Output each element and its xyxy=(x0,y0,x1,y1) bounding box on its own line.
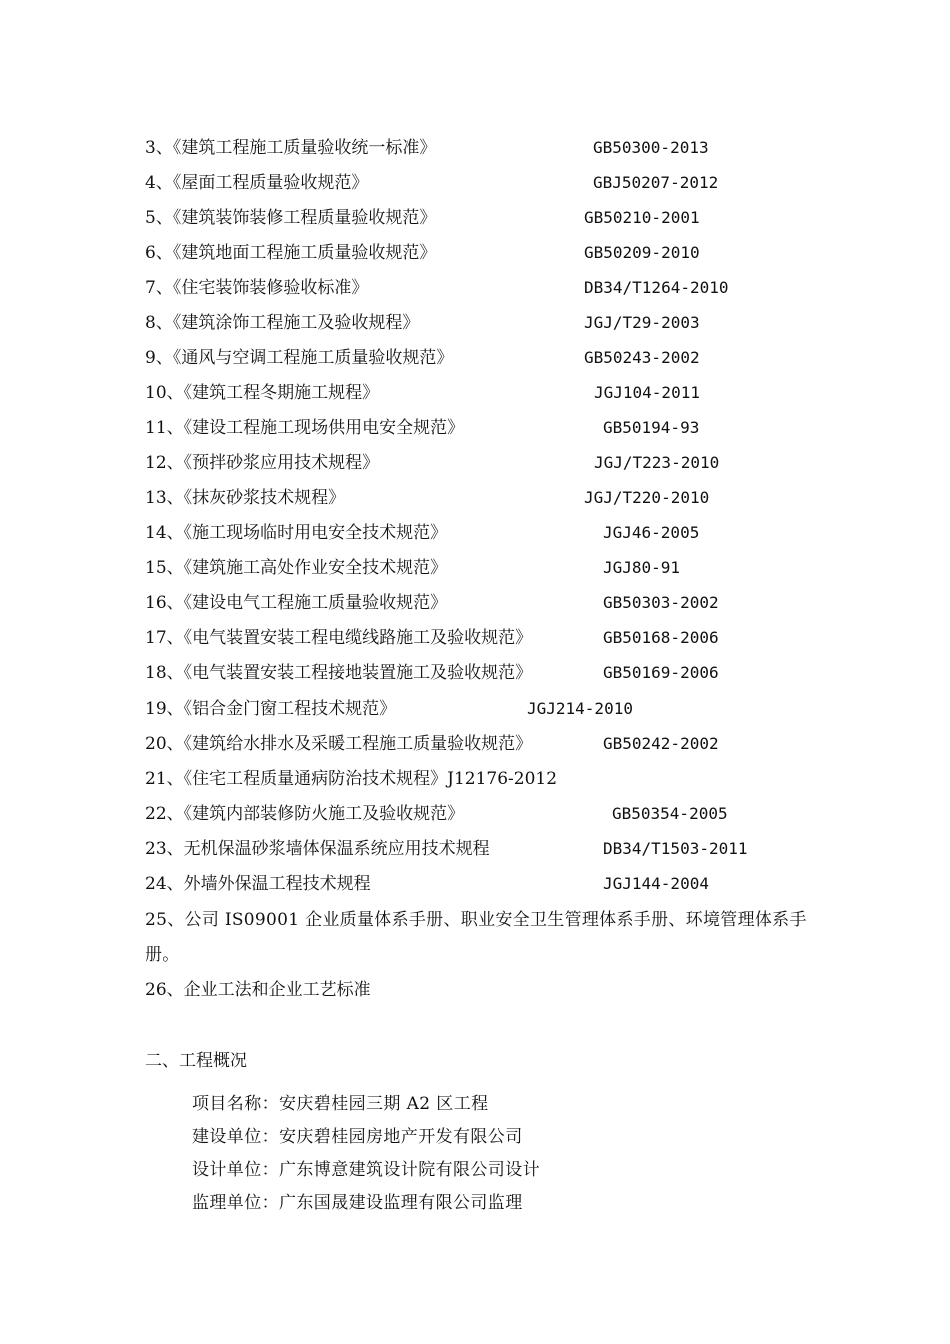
standard-18-code: GB50169-2006 xyxy=(603,663,719,682)
standard-6-title: 6、《建筑地面工程施工质量验收规范》 xyxy=(145,243,437,263)
standard-19-title: 19、《铝合金门窗工程技术规范》 xyxy=(145,699,397,719)
standard-4-code: GBJ50207-2012 xyxy=(593,173,719,192)
standard-23-title: 23、无机保温砂浆墙体保温系统应用技术规程 xyxy=(145,839,490,859)
client-unit-line: 建设单位：安庆碧桂园房地产开发有限公司 xyxy=(192,1127,523,1147)
standard-13-title: 13、《抹灰砂浆技术规程》 xyxy=(145,488,346,508)
standard-12-title: 12、《预拌砂浆应用技术规程》 xyxy=(145,453,380,473)
standard-8-title: 8、《建筑涂饰工程施工及验收规程》 xyxy=(145,313,420,333)
standard-24-code: JGJ144-2004 xyxy=(603,874,709,893)
standard-19-code: JGJ214-2010 xyxy=(527,699,633,718)
standard-17-title: 17、《电气装置安装工程电缆线路施工及验收规范》 xyxy=(145,628,533,648)
standard-17-code: GB50168-2006 xyxy=(603,628,719,647)
standard-26-title: 26、企业工法和企业工艺标准 xyxy=(145,980,371,1000)
standard-5-title: 5、《建筑装饰装修工程质量验收规范》 xyxy=(145,208,437,228)
standard-20-title: 20、《建筑给水排水及采暖工程施工质量验收规范》 xyxy=(145,734,533,754)
standard-22-title: 22、《建筑内部装修防火施工及验收规范》 xyxy=(145,804,465,824)
standard-3-code: GB50300-2013 xyxy=(593,138,709,157)
standard-7-title: 7、《住宅装饰装修验收标准》 xyxy=(145,278,369,298)
standard-10-code: JGJ104-2011 xyxy=(594,383,700,402)
standard-20-code: GB50242-2002 xyxy=(603,734,719,753)
standard-13-code: JGJ/T220-2010 xyxy=(584,488,710,507)
standard-9-title: 9、《通风与空调工程施工质量验收规范》 xyxy=(145,348,454,368)
standard-23-code: DB34/T1503-2011 xyxy=(603,839,748,858)
standard-12-code: JGJ/T223-2010 xyxy=(594,453,720,472)
standard-15-title: 15、《建筑施工高处作业安全技术规范》 xyxy=(145,558,448,578)
standard-3-title: 3、《建筑工程施工质量验收统一标准》 xyxy=(145,138,437,158)
standard-9-code: GB50243-2002 xyxy=(584,348,700,367)
section-title-project-overview: 二、工程概况 xyxy=(145,1051,247,1071)
standard-24-title: 24、外墙外保温工程技术规程 xyxy=(145,874,371,894)
standard-15-code: JGJ80-91 xyxy=(603,558,681,577)
standard-14-title: 14、《施工现场临时用电安全技术规范》 xyxy=(145,523,448,543)
standard-11-code: GB50194-93 xyxy=(603,418,700,437)
supervision-unit-line: 监理单位：广东国晟建设监理有限公司监理 xyxy=(192,1193,523,1213)
standard-10-title: 10、《建筑工程冬期施工规程》 xyxy=(145,383,380,403)
standard-25-paragraph: 25、公司 IS09001 企业质量体系手册、职业安全卫生管理体系手册、环境管理体系手册。 xyxy=(145,910,807,965)
design-unit-line: 设计单位：广东博意建筑设计院有限公司设计 xyxy=(192,1160,540,1180)
standard-7-code: DB34/T1264-2010 xyxy=(584,278,729,297)
project-name-line: 项目名称：安庆碧桂园三期 A2 区工程 xyxy=(192,1094,489,1114)
standard-18-title: 18、《电气装置安装工程接地装置施工及验收规范》 xyxy=(145,663,533,683)
standard-11-title: 11、《建设工程施工现场供用电安全规范》 xyxy=(145,418,465,438)
standard-4-title: 4、《屋面工程质量验收规范》 xyxy=(145,173,369,193)
standard-5-code: GB50210-2001 xyxy=(584,208,700,227)
standard-21-title: 21、《住宅工程质量通病防治技术规程》J12176-2012 xyxy=(145,769,558,789)
standard-6-code: GB50209-2010 xyxy=(584,243,700,262)
standard-16-code: GB50303-2002 xyxy=(603,593,719,612)
standard-14-code: JGJ46-2005 xyxy=(603,523,700,542)
standard-8-code: JGJ/T29-2003 xyxy=(584,313,700,332)
standard-16-title: 16、《建设电气工程施工质量验收规范》 xyxy=(145,593,448,613)
standard-22-code: GB50354-2005 xyxy=(612,804,728,823)
